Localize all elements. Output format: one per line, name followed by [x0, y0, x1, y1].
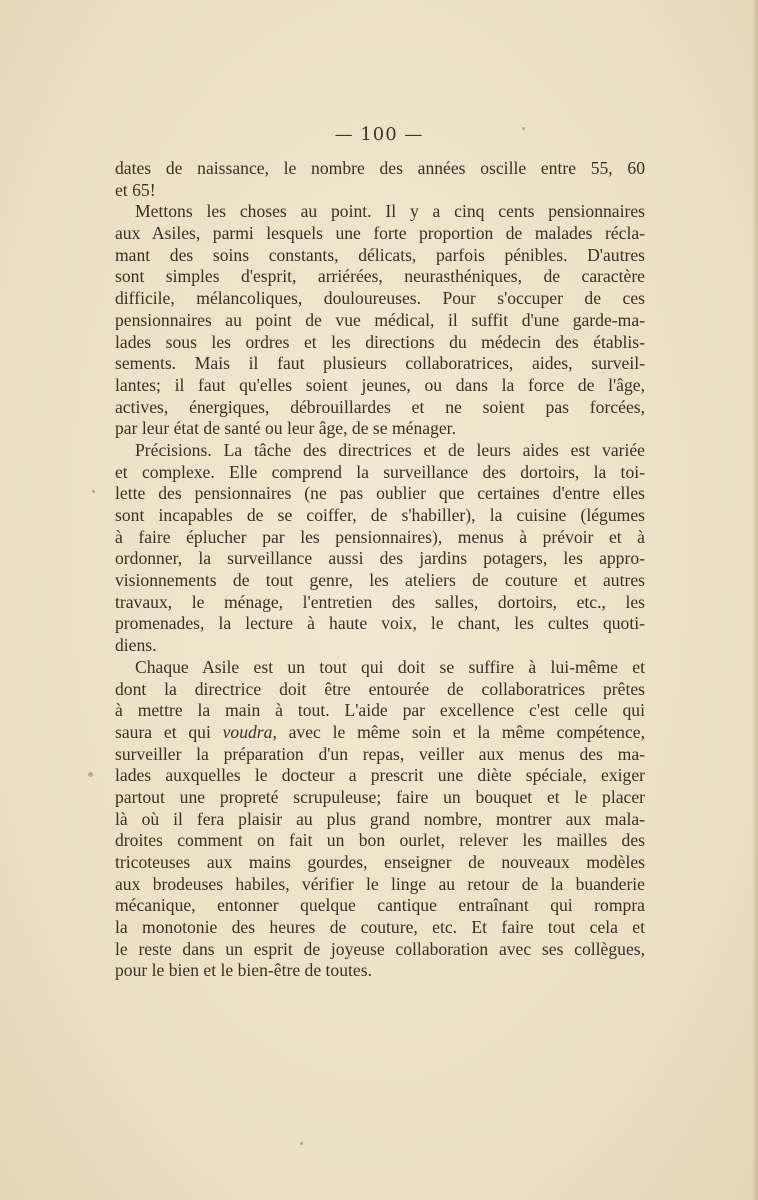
paper-speck	[522, 127, 525, 130]
text-line: lette des pensionnaires (ne pas oublier que certaines d'entre elles	[115, 483, 645, 504]
text-line: dates de naissance, le nombre des années oscille entre 55, 60	[115, 158, 645, 178]
text-line: là où il fera plaisir au plus grand nombre, montrer aux mala-	[115, 808, 645, 829]
text-line: la monotonie des heures de couture, etc. Et faire tout cela et	[115, 917, 645, 938]
text-line: actives, énergiques, débrouillardes et ne soient pas forcées,	[115, 396, 645, 417]
text-line: le reste dans un esprit de joyeuse collaboration avec ses collègues,	[115, 938, 645, 959]
text-line: promenades, la lecture à haute voix, le chant, les cultes quoti-	[115, 613, 645, 634]
text-line: lantes; il faut qu'elles soient jeunes, ou dans la force de l'âge,	[115, 374, 645, 395]
text-line: à mettre la main à tout. L'aide par excellence c'est celle qui	[115, 700, 645, 721]
text-line: et 65!	[115, 179, 156, 200]
text-line: sont simples d'esprit, arriérées, neurasthéniques, de caractère	[115, 266, 645, 287]
italic-word: voudra	[222, 721, 273, 742]
text-line: à faire éplucher par les pensionnaires), menus à prévoir et à	[115, 526, 645, 547]
text-line: ordonner, la surveillance aussi des jardins potagers, les appro-	[115, 548, 645, 569]
text-line: et complexe. Elle comprend la surveillance des dortoirs, la toi-	[115, 461, 645, 482]
text-line: difficile, mélancoliques, douloureuses. Pour s'occuper de ces	[115, 288, 645, 309]
text-line: Mettons les choses au point. Il y a cinq cents pensionnaires	[135, 201, 645, 222]
text-line: Chaque Asile est un tout qui doit se suffire à lui-même et	[135, 656, 645, 677]
text-line: lades auxquelles le docteur a prescrit une diète spéciale, exiger	[115, 765, 645, 786]
text-line: sont incapables de se coiffer, de s'habiller), la cuisine (légumes	[115, 505, 645, 525]
text-line: sements. Mais il faut plusieurs collaboratrices, aides, surveil-	[115, 353, 645, 374]
text-line: aux Asiles, parmi lesquels une forte proportion de malades récla-	[115, 223, 645, 244]
paper-speck	[88, 772, 93, 777]
text-line: droites comment on fait un bon ourlet, relever les mailles des	[115, 830, 645, 851]
text-line	[115, 722, 645, 744]
text-line: par leur état de santé ou leur âge, de se ménager.	[115, 418, 456, 439]
text-line: mécanique, entonner quelque cantique entraînant qui rompra	[115, 895, 645, 916]
text-line: surveiller la préparation d'un repas, veiller aux menus des ma-	[115, 743, 645, 764]
text-segment: , avec le même soin et la même compétence,	[272, 721, 645, 742]
text-line: travaux, le ménage, l'entretien des salles, dortoirs, etc., les	[115, 591, 645, 612]
text-line: visionnements de tout genre, les ateliers de couture et autres	[115, 570, 645, 591]
page-number: — 100 —	[334, 124, 424, 145]
body-text	[115, 158, 645, 982]
paper-speck	[92, 490, 95, 493]
text-line: partout une propreté scrupuleuse; faire un bouquet et le placer	[115, 786, 645, 807]
text-line: aux brodeuses habiles, vérifier le linge au retour de la buanderie	[115, 873, 645, 894]
text-line: diens.	[115, 635, 157, 656]
text-line: pour le bien et le bien-être de toutes.	[115, 960, 372, 981]
text-line: tricoteuses aux mains gourdes, enseigner de nouveaux modèles	[115, 852, 645, 872]
paper-speck	[300, 1142, 303, 1145]
page-edge-shadow	[752, 0, 758, 1200]
text-line: dont la directrice doit être entourée de collaboratrices prêtes	[115, 678, 645, 699]
text-line: pensionnaires au point de vue médical, il suffit d'une garde-ma-	[115, 309, 645, 330]
text-segment: saura et qui	[115, 721, 223, 742]
text-line: Précisions. La tâche des directrices et de leurs aides est variée	[135, 439, 645, 460]
text-line: lades sous les ordres et les directions du médecin des établis-	[115, 331, 645, 352]
text-line: mant des soins constants, délicats, parfois pénibles. D'autres	[115, 244, 645, 265]
